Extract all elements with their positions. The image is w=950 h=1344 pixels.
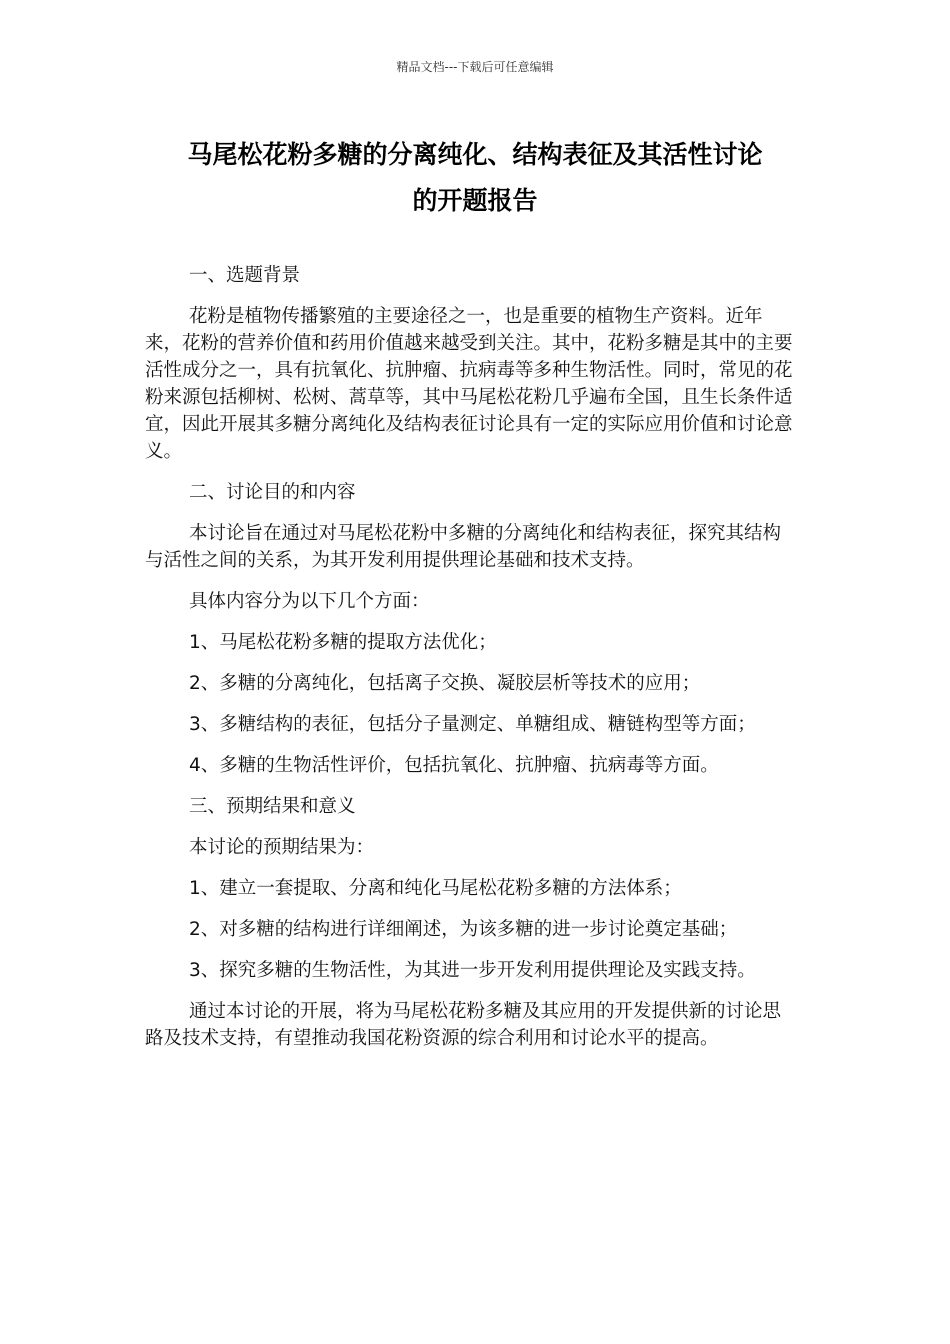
section-3-intro: 本讨论的预期结果为：: [189, 837, 375, 858]
section-3-conclusion: 通过本讨论的开展，将为马尾松花粉多糖及其应用的开发提供新的讨论思路及技术支持，有望推动我国花粉资源的综合利用和讨论水平的提高。: [145, 1001, 782, 1049]
section-1-paragraph: 花粉是植物传播繁殖的主要途径之一，也是重要的植物生产资料。近年来，花粉的营养价值和药用价值越来越受到关注。其中，花粉多糖是其中的主要活性成分之一，具有抗氧化、抗肿瘤、抗病毒等多种生物活性。同时，常见的花粉来源包括柳树、松树、蒿草等，其中马尾松花粉几乎遍布全国，且生长条件适宜，因此开展其多糖分离纯化及结构表征讨论具有一定的实际应用价值和讨论意义。: [145, 306, 793, 462]
document-body: [145, 262, 795, 1066]
title-line-1: 马尾松花粉多糖的分离纯化、结构表征及其活性讨论: [187, 140, 763, 169]
section-2-heading: 二、讨论目的和内容: [189, 482, 356, 503]
section-3-item-1: 1、建立一套提取、分离和纯化马尾松花粉多糖的方法体系；: [189, 878, 682, 899]
section-2-paragraph: 本讨论旨在通过对马尾松花粉中多糖的分离纯化和结构表征，探究其结构与活性之间的关系，为其开发利用提供理论基础和技术支持。: [145, 523, 782, 571]
section-2-item-3: 3、多糖结构的表征，包括分子量测定、单糖组成、糖链构型等方面；: [189, 714, 756, 735]
page-header-watermark: 精品文档---下载后可任意编辑: [396, 60, 554, 74]
section-2-item-2: 2、多糖的分离纯化，包括离子交换、凝胶层析等技术的应用；: [189, 673, 701, 694]
section-3-heading: 三、预期结果和意义: [189, 796, 356, 817]
title-line-2: 的开题报告: [412, 186, 538, 215]
section-1-heading: 一、选题背景: [189, 265, 301, 286]
document-title: [130, 132, 820, 224]
section-3-item-3: 3、探究多糖的生物活性，为其进一步开发利用提供理论及实践支持。: [189, 960, 756, 981]
section-3-item-2: 2、对多糖的结构进行详细阐述，为该多糖的进一步讨论奠定基础；: [189, 919, 738, 940]
section-2-intro: 具体内容分为以下几个方面：: [189, 591, 430, 612]
section-2-item-4: 4、多糖的生物活性评价，包括抗氧化、抗肿瘤、抗病毒等方面。: [189, 755, 719, 776]
section-2-item-1: 1、马尾松花粉多糖的提取方法优化；: [189, 632, 497, 653]
